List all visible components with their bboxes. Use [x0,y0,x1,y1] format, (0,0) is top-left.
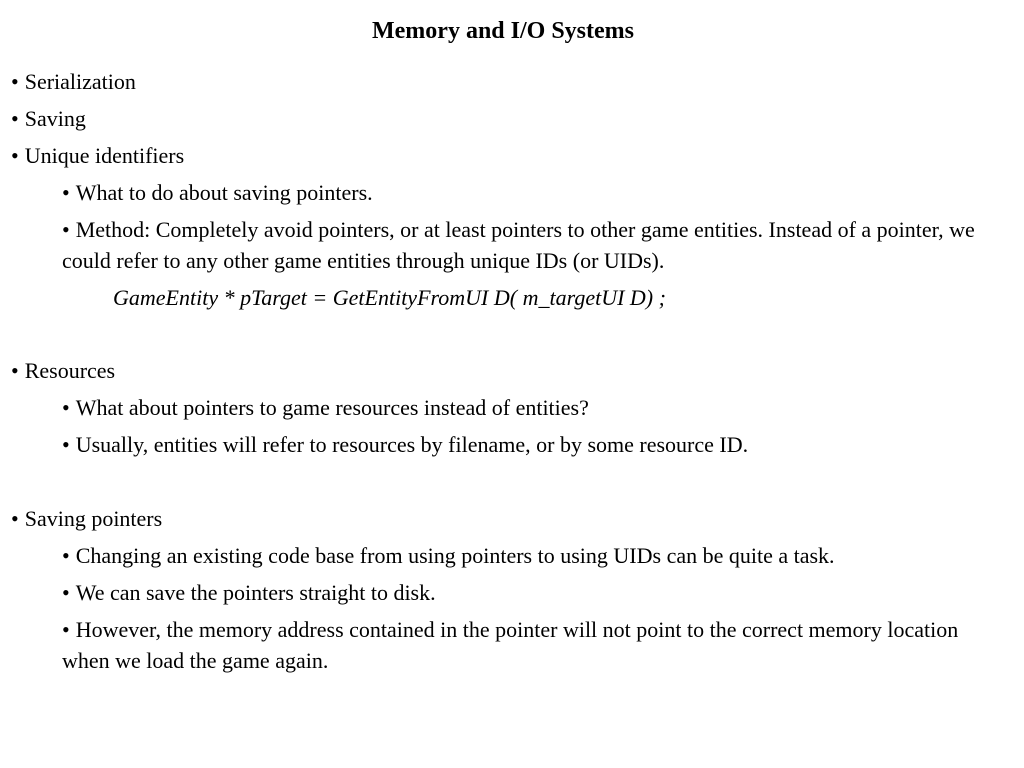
bullet-text: We can save the pointers straight to disk. [75,580,436,605]
bullet-text: However, the memory address contained in the pointer will not point to the correct memory location when we load the game again. [62,617,959,673]
bullet-text: Changing an existing code base from using pointers to using UIDs can be quite a task. [75,543,835,568]
bullet-marker: • [62,180,70,205]
bullet-text: Method: Completely avoid pointers, or at least pointers to other game entities. Instead of a pointer, we could refer to any other game entities through unique IDs (or UIDs). [62,217,975,273]
bullet-marker: • [62,617,70,642]
bullet-text: Saving [24,106,86,131]
code-example: GameEntity * pTarget = GetEntityFromUI D( m_targetUI D) ; [113,285,666,310]
bullet-marker: • [62,580,70,605]
bullet-resources [11,355,115,386]
sub-bullet-save-to-disk [62,577,436,608]
bullet-marker: • [11,143,19,168]
bullet-marker: • [11,358,19,383]
slide-title: Memory and I/O Systems [372,18,634,44]
bullet-marker: • [11,69,19,94]
sub-bullet-changing-code-base [62,540,835,571]
bullet-marker: • [11,506,19,531]
bullet-text: What about pointers to game resources instead of entities? [75,395,589,420]
sub-bullet-resource-pointers [62,392,589,423]
bullet-marker: • [62,432,70,457]
bullet-text: What to do about saving pointers. [75,180,373,205]
bullet-unique-identifiers [11,140,184,171]
bullet-text: Serialization [24,69,136,94]
bullet-text: Saving pointers [24,506,163,531]
bullet-marker: • [62,395,70,420]
bullet-serialization [11,66,136,97]
bullet-marker: • [11,106,19,131]
bullet-marker: • [62,543,70,568]
sub-bullet-saving-pointers-question [62,177,373,208]
bullet-saving [11,103,86,134]
bullet-marker: • [62,217,70,242]
sub-bullet-resource-ids [62,429,748,460]
bullet-saving-pointers [11,503,162,534]
bullet-text: Resources [24,358,116,383]
bullet-text: Usually, entities will refer to resources by filename, or by some resource ID. [75,432,749,457]
sub-bullet-memory-address [62,614,962,676]
bullet-text: Unique identifiers [24,143,185,168]
sub-bullet-method [62,214,1012,276]
